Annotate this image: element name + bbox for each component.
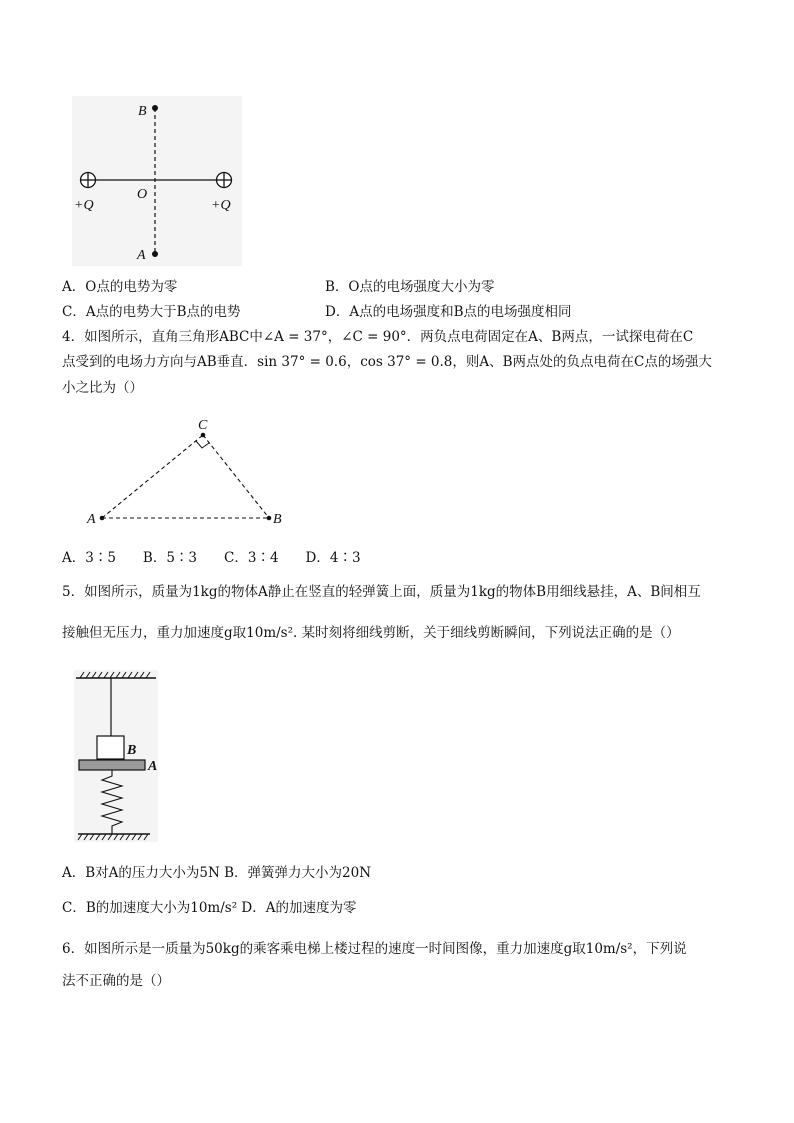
point-a: [152, 251, 158, 257]
q3-option-a: A．O点的电势为零: [62, 279, 178, 295]
vertex-a: [100, 516, 105, 521]
q4-line2: 点受到的电场力方向与AB垂直．sin 37° = 0.6，cos 37° = 0.8，则A、B两点处的负点电荷在C点的场强大: [62, 354, 712, 370]
q6-line2: 法不正确的是（）: [62, 973, 170, 989]
label-vertex-a: A: [87, 512, 96, 527]
q3-option-b: B．O点的电场强度大小为零: [325, 279, 495, 295]
figure-spring: [70, 666, 170, 846]
vertex-b: [267, 516, 272, 521]
side-cb: [203, 435, 269, 518]
charge-left: [81, 173, 96, 188]
label-vertex-c: C: [198, 418, 208, 433]
label-b: B: [138, 104, 147, 119]
block-b: [97, 736, 124, 759]
triangle-diagram: [82, 412, 292, 532]
right-angle-mark: [196, 441, 209, 448]
charge-right: [217, 173, 232, 188]
q5-line1: 5．如图所示，质量为1kg的物体A静止在竖直的轻弹簧上面，质量为1kg的物体B用细线悬挂，A、B间相互: [62, 584, 701, 600]
label-o: O: [137, 187, 148, 202]
q4-options: A．3∶5 B．5∶3 C．3∶4 D．4∶3: [62, 550, 361, 566]
label-block-a: A: [148, 759, 158, 774]
q4-line3: 小之比为（）: [62, 380, 143, 396]
label-vertex-b: B: [273, 512, 282, 527]
block-a: [79, 760, 145, 770]
side-ac: [102, 435, 203, 518]
vertex-c: [201, 433, 206, 438]
label-q-left: +Q: [74, 198, 94, 213]
q4-line1: 4．如图所示，直角三角形ABC中∠A = 37°，∠C = 90°．两负点电荷固定在A、B两点，一试探电荷在C: [62, 329, 694, 345]
label-a: A: [137, 248, 146, 263]
figure-triangle: [82, 412, 292, 532]
figure-charges: [72, 96, 242, 266]
label-q-right: +Q: [211, 198, 231, 213]
charges-diagram: [72, 96, 242, 266]
q3-option-d: D．A点的电场强度和B点的电场强度相同: [325, 304, 572, 320]
q5-options-cd: C．B的加速度大小为10m/s² D．A的加速度为零: [62, 900, 357, 916]
q3-option-c: C．A点的电势大于B点的电势: [62, 304, 241, 320]
q6-line1: 6．如图所示是一质量为50kg的乘客乘电梯上楼过程的速度一时间图像，重力加速度g取10m/s²，下列说: [62, 941, 687, 957]
q5-line2: 接触但无压力，重力加速度g取10m/s². 某时刻将细线剪断，关于细线剪断瞬间，下列说法正确的是（）: [62, 625, 680, 641]
label-block-b: B: [127, 743, 137, 758]
spring-diagram: [70, 666, 170, 846]
point-b: [152, 105, 158, 111]
q5-options-ab: A．B对A的压力大小为5N B．弹簧弹力大小为20N: [62, 865, 372, 881]
